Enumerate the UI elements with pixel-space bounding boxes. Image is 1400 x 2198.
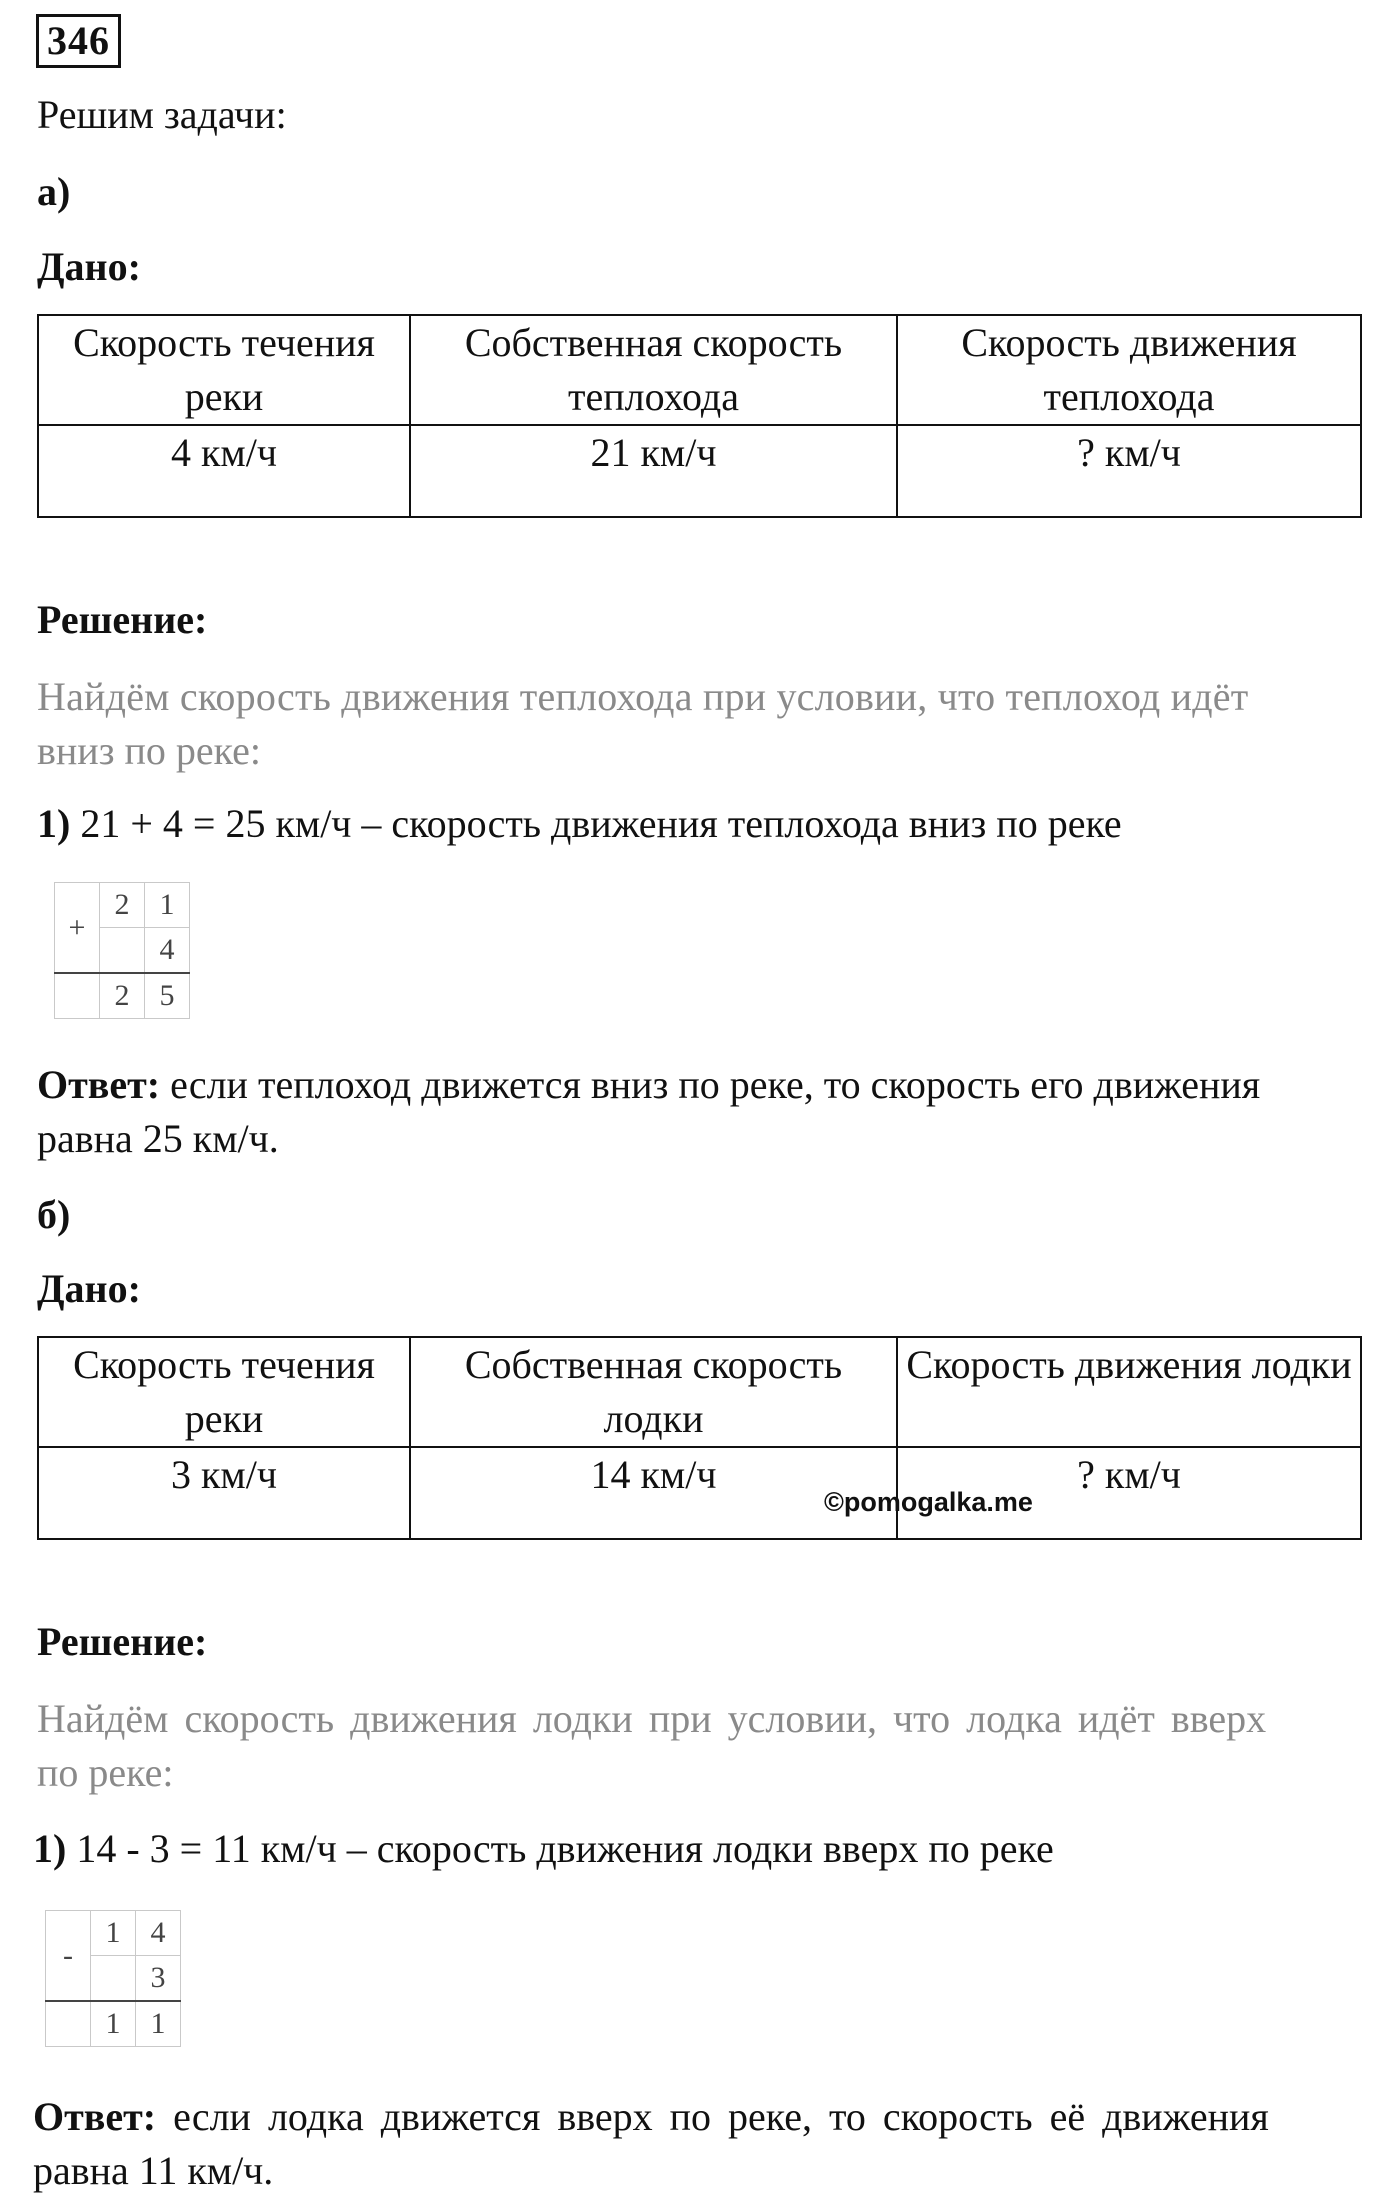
digit-cell: 4 [136, 1911, 181, 1956]
value-cell-motion-speed: ? км/ч [897, 425, 1361, 517]
part-b-given-table [37, 1336, 1362, 1540]
part-b-explanation-line1: Найдём скорость движения лодки при условии, что лодка идёт вверх [37, 1696, 1267, 1741]
part-a-given-table [37, 314, 1362, 518]
table-header-row [38, 315, 1361, 425]
header-cell-river-speed: Скорость течения реки [38, 315, 410, 425]
part-a-step-1 [37, 797, 1122, 851]
table-value-row [38, 425, 1361, 517]
header-cell-river-speed: Скорость течения реки [38, 1337, 410, 1447]
answer-label: Ответ: [33, 2094, 157, 2139]
task-number: 346 [36, 14, 121, 68]
step-number: 1) [37, 801, 71, 846]
answer-text: если теплоход движется вниз по реке, то скорость его движения [160, 1062, 1261, 1107]
digit-cell: 4 [145, 928, 190, 974]
part-b-label: б) [37, 1192, 71, 1237]
intro-text: Решим задачи: [37, 92, 287, 137]
step-number: 1) [33, 1826, 67, 1871]
header-cell-own-speed: Собственная скорость лодки [410, 1337, 897, 1447]
value-cell-own-speed: 21 км/ч [410, 425, 897, 517]
part-a-column-addition [54, 882, 190, 1019]
answer-text: если лодка движется вверх по реке, то скорость её движения [156, 2094, 1269, 2139]
part-b-answer-line2: равна 11 км/ч. [33, 2148, 274, 2193]
operator-cell: - [46, 1911, 91, 2002]
value-cell-own-speed: 14 км/ч [410, 1447, 897, 1539]
value-cell-motion-speed: ? км/ч [897, 1447, 1361, 1539]
watermark: ©pomogalka.me [824, 1487, 1033, 1517]
header-cell-motion-speed: Скорость движения теплохода [897, 315, 1361, 425]
header-cell-motion-speed: Скорость движения лодки [897, 1337, 1361, 1447]
result-digit-cell: 5 [145, 973, 190, 1019]
part-b-given-label: Дано: [37, 1266, 141, 1311]
empty-cell [55, 973, 100, 1019]
digit-cell: 3 [136, 1956, 181, 2002]
part-a-explanation-line1: Найдём скорость движения теплохода при условии, что теплоход идёт [37, 674, 1249, 719]
part-b-step-1 [33, 1822, 1054, 1876]
step-text: 14 - 3 = 11 км/ч – скорость движения лодки вверх по реке [66, 1826, 1054, 1871]
step-text: 21 + 4 = 25 км/ч – скорость движения теплохода вниз по реке [70, 801, 1122, 846]
part-b-solution-label: Решение: [37, 1619, 208, 1664]
table-value-row [38, 1447, 1361, 1539]
result-digit-cell: 1 [136, 2001, 181, 2047]
result-digit-cell: 1 [91, 2001, 136, 2047]
operator-cell: + [55, 883, 100, 974]
part-a-answer-line1 [37, 1058, 1260, 1112]
part-b-explanation-line2: по реке: [37, 1750, 174, 1795]
part-a-explanation-line2: вниз по реке: [37, 728, 261, 773]
part-a-label: а) [37, 169, 71, 214]
digit-cell: 1 [91, 1911, 136, 1956]
value-cell-river-speed: 3 км/ч [38, 1447, 410, 1539]
part-a-answer-line2: равна 25 км/ч. [37, 1116, 279, 1161]
digit-cell [91, 1956, 136, 2002]
part-b-answer-line1 [33, 2090, 1269, 2144]
part-a-given-label: Дано: [37, 244, 141, 289]
part-a-solution-label: Решение: [37, 597, 208, 642]
header-cell-own-speed: Собственная скорость теплохода [410, 315, 897, 425]
digit-cell: 1 [145, 883, 190, 928]
part-b-column-subtraction [45, 1910, 181, 2047]
digit-cell [100, 928, 145, 974]
table-header-row [38, 1337, 1361, 1447]
empty-cell [46, 2001, 91, 2047]
answer-label: Ответ: [37, 1062, 161, 1107]
digit-cell: 2 [100, 883, 145, 928]
value-cell-river-speed: 4 км/ч [38, 425, 410, 517]
result-digit-cell: 2 [100, 973, 145, 1019]
